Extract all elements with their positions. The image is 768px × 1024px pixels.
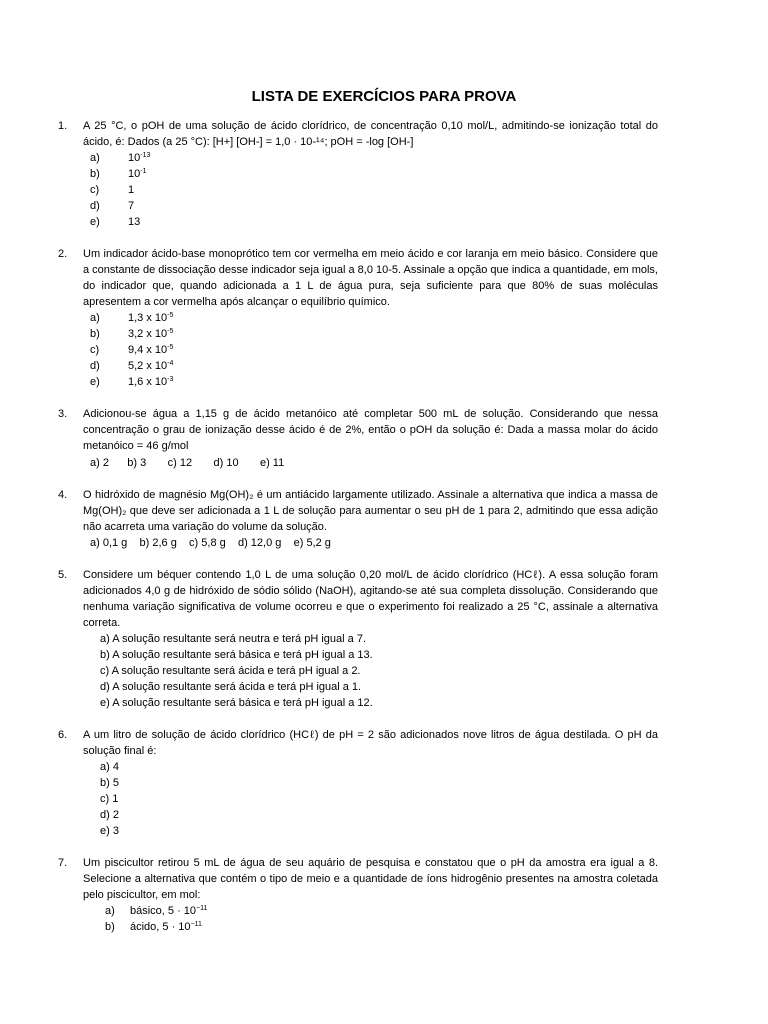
question-text: Considere um béquer contendo 1,0 L de uma solução 0,20 mol/L de ácido clorídrico (HCℓ). A essa solução foram adicionados 4,0 g de hidróxido de sódio sólido (NaOH), agitando-se até sua completa dissolução. Considerando que nenhuma variação significativa de volume ocorreu e que o experimento foi realizado a 25 °C, assinale a alternativa correta. <box>83 569 658 629</box>
question-number: 5. <box>58 569 68 581</box>
question-number: 1. <box>58 120 68 132</box>
option-e: e) 13 <box>90 216 141 228</box>
page-title: LISTA DE EXERCÍCIOS PARA PROVA <box>251 88 517 105</box>
option-b: b) ácido, $5 \cdot 10^{-11}$ <box>105 921 202 933</box>
question-number: 7. <box>58 857 68 869</box>
question-text: A um litro de solução de ácido clorídrico (HCℓ) de pH = 2 são adicionados nove litros de água destilada. O pH da solução final é: <box>83 729 658 757</box>
option-a: a) 1,3 x $10^{-5}$ <box>90 312 174 324</box>
option-d: d) A solução resultante será ácida e terá pH igual a 1. <box>100 681 362 693</box>
question-text: O hidróxido de magnésio Mg(OH)₂ é um antiácido largamente utilizado. Assinale a alternativa que indica a massa de Mg(OH)₂ que deve ser adicionada a 1 L de solução para aumentar o seu pH de 1 para 2, admitindo que essa adição não acarreta uma variação do volume da solução. <box>83 489 658 533</box>
question-text: A 25 °C, o pOH de uma solução de ácido clorídrico, de concentração 0,10 mol/L, admitindo-se ionização total do ácido, é: Dados (a 25 °C): [H+] [OH-] = 1,0 · 10-¹⁴; pOH = -log [OH-] <box>83 120 658 148</box>
option-c: c) 1 <box>90 184 135 196</box>
option-a: a) 4 <box>100 761 119 773</box>
option-c: c) 9,4 x $10^{-5}$ <box>90 344 174 356</box>
question-text: Adicionou-se água a 1,15 g de ácido metanóico até completar 500 mL de solução. Considerando que nessa concentração o grau de ionização desse ácido é de 2%, então o pOH da solução é: Dada a massa molar do ácido metanóico = 46 g/mol <box>83 408 658 452</box>
option-b: b) A solução resultante será básica e terá pH igual a 13. <box>100 649 373 661</box>
option-a: a) A solução resultante será neutra e terá pH igual a 7. <box>100 633 366 645</box>
option-d: d) 7 <box>90 200 135 212</box>
question-number: 2. <box>58 248 68 260</box>
question-text: Um piscicultor retirou 5 mL de água de seu aquário de pesquisa e constatou que o pH da amostra era igual a 8. Selecione a alternativa que contém o tipo de meio e a quantidade de íons hidrogênio presentes na amostra coletada pelo piscicultor, em mol: <box>83 857 658 901</box>
options-inline: a) 2 b) 3 c) 12 d) 10 e) 11 <box>90 457 285 469</box>
option-a: a) básico, $5 \cdot 10^{-11}$ <box>105 905 208 917</box>
option-b: b) 3,2 x $10^{-5}$ <box>90 328 174 340</box>
option-e: e) 1,6 x $10^{-3}$ <box>90 376 174 388</box>
option-b: b) 5 <box>100 777 119 789</box>
option-e: e) 3 <box>100 825 119 837</box>
option-c: c) 1 <box>100 793 119 805</box>
question-number: 4. <box>58 489 68 501</box>
option-d: d) 5,2 x $10^{-4}$ <box>90 360 174 372</box>
options-inline: a) 0,1 g b) 2,6 g c) 5,8 g d) 12,0 g e) 5,2 g <box>90 537 331 549</box>
option-a: a) $10^{-13}$ <box>90 152 151 164</box>
option-b: b) $10^{-1}$ <box>90 168 147 180</box>
question-number: 6. <box>58 729 68 741</box>
question-text: Um indicador ácido-base monoprótico tem cor vermelha em meio ácido e cor laranja em meio básico. Considere que a constante de dissociação desse indicador seja igual a 8,0 10-5. Assinale a opção que indica a quantidade, em mols, do indicador que, quando adicionada a 1 L de água pura, seja suficiente para que 80% de suas moléculas apresentem a cor vermelha após alcançar o equilíbrio químico. <box>83 248 658 308</box>
option-d: d) 2 <box>100 809 119 821</box>
question-number: 3. <box>58 408 68 420</box>
option-e: e) A solução resultante será básica e terá pH igual a 12. <box>100 697 373 709</box>
option-c: c) A solução resultante será ácida e terá pH igual a 2. <box>100 665 361 677</box>
